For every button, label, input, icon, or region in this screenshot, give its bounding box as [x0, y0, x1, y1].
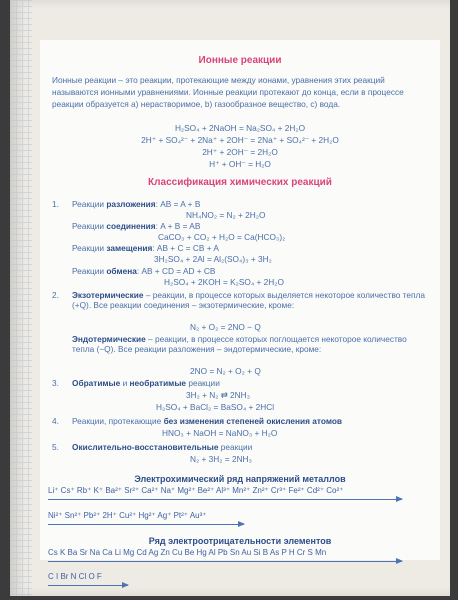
item-number: 1.	[52, 199, 59, 209]
redox-heading: Окислительно-восстановительные реакции	[72, 442, 253, 452]
exothermic-definition: Экзотермические – реакции, в процессе которых выделяется некоторое количество тепла (+Q). Все реакции соединения – экзотермические, кроме:	[72, 290, 425, 310]
item-number: 5.	[52, 442, 59, 452]
ionic-equation-3: 2H⁺ + 2OH⁻ = 2H₂O	[202, 147, 278, 157]
equation-decomposition: NH₄NO₂ = N₂ + 2H₂O	[186, 210, 266, 220]
metals-series-title: Электрохимический ряд напряжений металлов	[134, 474, 346, 484]
equation-no-oxidation-change: HNO₃ + NaOH = NaNO₃ + H₂O	[162, 428, 278, 438]
equation-reversible: 3H₂ + N₂ ⇄ 2NH₃	[186, 390, 251, 400]
metals-series-line-2: Ni²⁺ Sn²⁺ Pb²⁺ 2H⁺ Cu²⁺ Hg²⁺ Ag⁺ Pt²⁺ Au³⁺	[48, 511, 207, 520]
no-oxidation-change-heading: Реакции, протекающие без изменения степеней окисления атомов	[72, 416, 343, 426]
grid-margin	[10, 0, 32, 596]
electronegativity-line-1: Cs K Ba Sr Na Ca Li Mg Cd Ag Zn Cu Be Hg Al Pb Sn Au Si B As P H Cr S Mn	[48, 548, 327, 557]
electronegativity-arrow-2	[48, 585, 128, 586]
reaction-decomposition: Реакции разложения: AB = A + B	[72, 199, 201, 209]
metals-arrow-1	[48, 499, 402, 500]
equation-redox: N₂ + 3H₂ = 2NH₃	[190, 454, 252, 464]
reaction-substitution: Реакции замещения: AB + C = CB + A	[72, 243, 219, 253]
electronegativity-line-2: C I Br N Cl O F	[48, 572, 102, 581]
item-number: 3.	[52, 378, 59, 388]
intro-paragraph: Ионные реакции – это реакции, протекающие между ионами, уравнения этих реакций называются ионными уравнениями. Ионные реакции протекают до конца, если в процессе реакции образуется а) нерастворимое, b) газообразное вещество, c) вода.	[52, 75, 404, 109]
item-number: 4.	[52, 416, 59, 426]
ionic-equation-1: H₂SO₄ + 2NaOH = Na₂SO₄ + 2H₂O	[174, 123, 306, 133]
ionic-equation-4: H⁺ + OH⁻ = H₂O	[209, 159, 271, 169]
metals-arrow-2	[48, 524, 244, 525]
item-number: 2.	[52, 290, 59, 300]
equation-exchange: H₂SO₄ + 2KOH = K₂SO₄ + 2H₂O	[164, 277, 284, 287]
equation-irreversible: H₂SO₄ + BaCl₂ = BaSO₄ + 2HCl	[156, 402, 275, 412]
page-title: Ионные реакции	[198, 55, 282, 66]
equation-endothermic: 2NO = N₂ + O₂ + Q	[190, 366, 261, 376]
reversible-heading: Обратимые и необратимые реакции	[72, 378, 220, 388]
reaction-exchange: Реакции обмена: AB + CD = AD + CB	[72, 266, 216, 276]
electronegativity-arrow-1	[48, 561, 402, 562]
electronegativity-title: Ряд электроотрицательности элементов	[148, 536, 332, 546]
equation-substitution: 3H₂SO₄ + 2Al = Al₂(SO₄)₃ + 3H₂	[154, 254, 272, 264]
metals-series-line-1: Li⁺ Cs⁺ Rb⁺ K⁺ Ba²⁺ Sr²⁺ Ca²⁺ Na⁺ Mg²⁺ Be²⁺ Al³⁺ Mn²⁺ Zn²⁺ Cr³⁺ Fe²⁺ Cd²⁺ Co²⁺	[48, 486, 344, 495]
ionic-equation-2: 2H⁺ + SO₄²⁻ + 2Na⁺ + 2OH⁻ = 2Na⁺ + SO₄²⁻ + 2H₂O	[141, 135, 339, 145]
reaction-compound: Реакции соединения: A + B = AB	[72, 221, 201, 231]
equation-compound: CaCO₃ + CO₂ + H₂O = Ca(HCO₃)₂	[158, 232, 286, 242]
equation-exothermic: N₂ + O₂ = 2NO − Q	[190, 322, 261, 332]
endothermic-definition: Эндотермические – реакции, в процессе которых поглощается некоторое количество тепла (−Q). Все реакции разложения – эндотермические, кроме:	[72, 334, 407, 354]
classification-title: Классификация химических реакций	[148, 177, 332, 188]
notebook-page	[10, 0, 450, 596]
